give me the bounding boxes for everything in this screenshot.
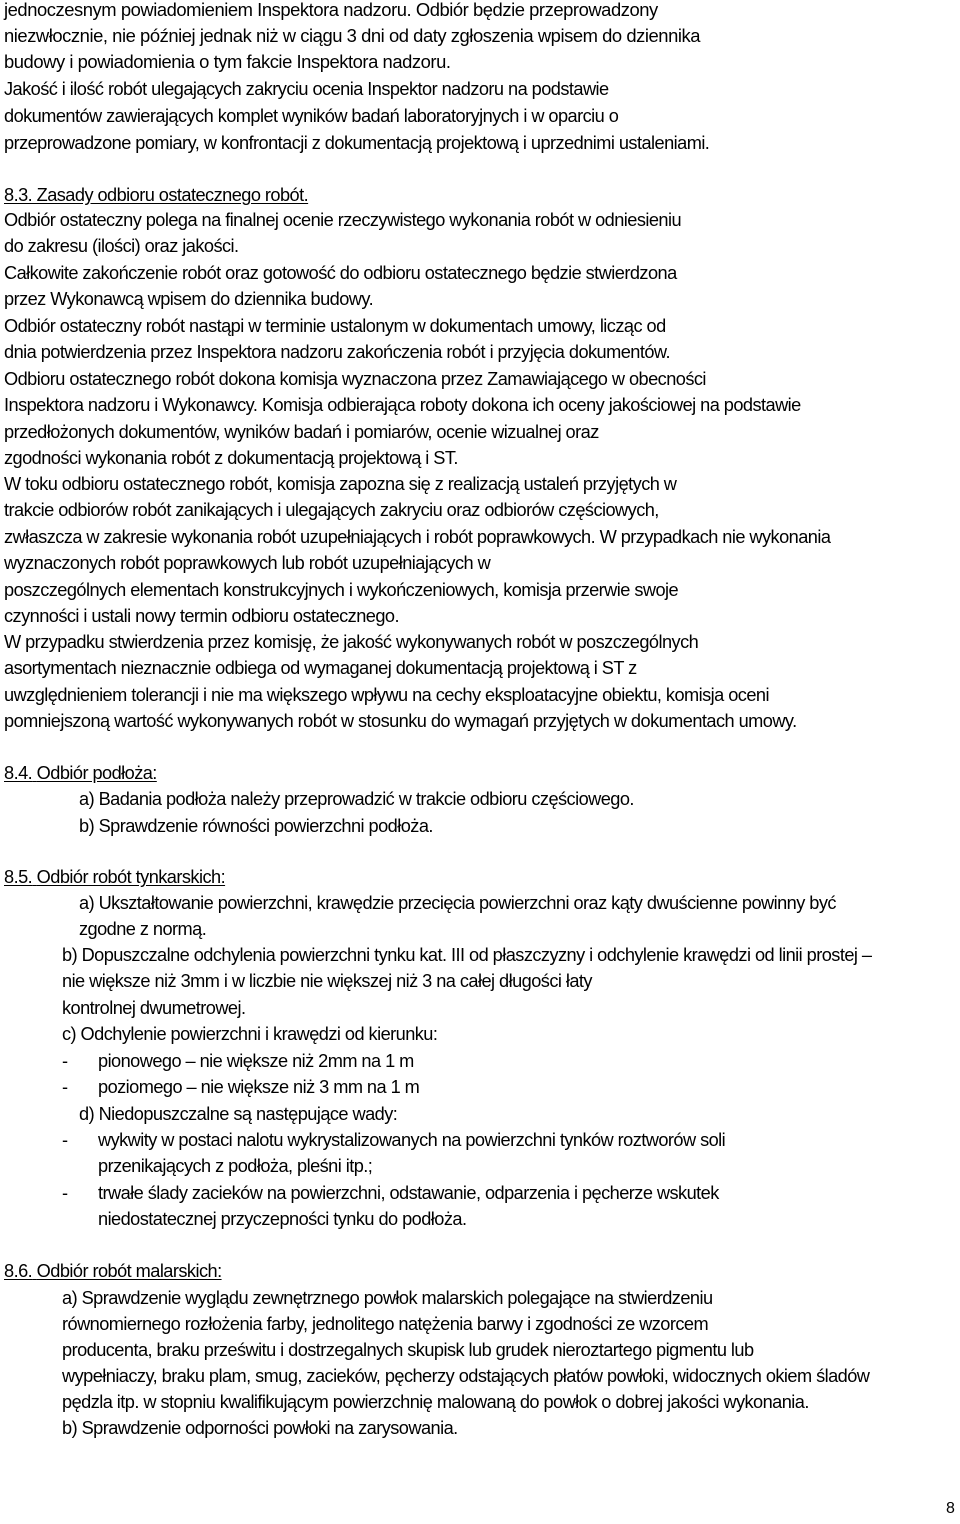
section-number: 8.6. [4,1261,33,1281]
section-8-5-item-b: b) Dopuszczalne odchylenia powierzchni tynku kat. III od płaszczyzny i odchylenie krawędzi od linii prostej – [62,945,872,965]
section-8-6-line: a) Sprawdzenie wyglądu zewnętrznego powłok malarskich polegające na stwierdzeniu [62,1288,713,1308]
section-8-3-line: zgodności wykonania robót z dokumentacją projektową i ST. [4,448,458,468]
section-title: Odbiór podłoża: [36,763,157,783]
section-8-3-line: Odbiór ostateczny polega na finalnej ocenie rzeczywistego wykonania robót w odniesieniu [4,210,682,230]
section-8-5-item-c: c) Odchylenie powierzchni i krawędzi od kierunku: [62,1024,438,1044]
section-number: 8.5. [4,867,33,887]
section-8-3-heading: 8.3. Zasady odbioru ostatecznego robót. [4,185,309,205]
section-8-3-line: uwzględnieniem tolerancji i nie ma większego wpływu na cechy eksploatacyjne obiektu, komisja oceni [4,685,769,705]
section-8-3-line: Całkowite zakończenie robót oraz gotowość do odbioru ostatecznego będzie stwierdzona [4,263,677,283]
intro-line: Jakość i ilość robót ulegających zakryciu ocenia Inspektor nadzoru na podstawie [4,79,609,99]
bullet-dash: - [62,1077,68,1097]
section-8-3-line: poszczególnych elementach konstrukcyjnych i wykończeniowych, komisja przerwie swoje [4,580,679,600]
section-8-3-line: przedłożonych dokumentów, wyników badań i pomiarów, ocenie wizualnej oraz [4,422,599,442]
intro-line: przeprowadzone pomiary, w konfrontacji z dokumentacją projektową i uprzednimi ustaleniami. [4,133,710,153]
section-8-6-heading [4,1258,222,1284]
section-8-5-d-bullet: wykwity w postaci nalotu wykrystalizowanych na powierzchni tynków roztworów soli [98,1130,726,1150]
section-8-6-line: wypełniaczy, braku plam, smug, zacieków, pęcherzy odstających płatów powłoki, widocznych okiem śladów [62,1366,870,1386]
section-8-6-line: b) Sprawdzenie odporności powłoki na zarysowania. [62,1418,458,1438]
section-8-3-line: zwłaszcza w zakresie wykonania robót uzupełniających i robót poprawkowych. W przypadkach nie wykonania [4,527,831,547]
section-8-5-c-bullet: poziomego – nie większe niż 3 mm na 1 m [98,1077,420,1097]
section-8-5-item-a: zgodne z normą. [79,919,207,939]
section-8-5-d-bullet: przenikających z podłoża, pleśni itp.; [98,1156,373,1176]
section-8-3-line: dnia potwierdzenia przez Inspektora nadzoru zakończenia robót i przyjęcia dokumentów. [4,342,670,362]
section-8-5-item-d: d) Niedopuszczalne są następujące wady: [79,1104,398,1124]
section-8-3-line: przez Wykonawcą wpisem do dziennika budowy. [4,289,374,309]
section-8-5-heading [4,864,225,890]
section-8-5-item-b: nie większe niż 3mm i w liczbie nie większej niż 3 na całej długości łaty [62,971,592,991]
section-8-3-line: Inspektora nadzoru i Wykonawcy. Komisja odbierająca roboty dokona ich oceny jakościowej na podstawie [4,395,801,415]
section-8-3-line: Odbiór ostateczny robót nastąpi w terminie ustalonym w dokumentach umowy, licząc od [4,316,666,336]
section-8-6-line: równomiernego rozłożenia farby, jednolitego natężenia barwy i zgodności ze wzorcem [62,1314,709,1334]
section-8-3-line: czynności i ustali nowy termin odbioru ostatecznego. [4,606,399,626]
section-8-4-item: b) Sprawdzenie równości powierzchni podłoża. [79,816,433,836]
section-8-3-line: do zakresu (ilości) oraz jakości. [4,236,239,256]
section-8-4-item: a) Badania podłoża należy przeprowadzić w trakcie odbioru częściowego. [79,789,634,809]
section-8-3-line: W toku odbioru ostatecznego robót, komisja zapozna się z realizacją ustaleń przyjętych w [4,474,677,494]
bullet-dash: - [62,1051,68,1071]
bullet-dash: - [62,1130,68,1150]
intro-line: jednoczesnym powiadomieniem Inspektora nadzoru. Odbiór będzie przeprowadzony [4,0,658,20]
section-8-3-line: wyznaczonych robót poprawkowych lub robót uzupełniających w [4,553,491,573]
intro-line: niezwłocznie, nie później jednak niż w ciągu 3 dni od daty zgłoszenia wpisem do dziennika [4,25,701,46]
section-8-3-line: asortymentach nieznacznie odbiega od wymaganej dokumentacją projektową i ST z [4,658,637,678]
section-8-3-line: trakcie odbiorów robót zanikających i ulegających zakryciu oraz odbiorów częściowych, [4,500,659,520]
intro-line: dokumentów zawierających komplet wyników badań laboratoryjnych i w oparciu o [4,106,619,126]
page-number: 8 [946,1500,955,1517]
bullet-dash: - [62,1183,68,1203]
intro-line: budowy i powiadomienia o tym fakcie Inspektora nadzoru. [4,51,451,72]
section-8-4-heading [4,760,157,786]
section-title: Odbiór robót tynkarskich: [36,867,226,887]
section-8-3-line: Odbioru ostatecznego robót dokona komisja wyznaczona przez Zamawiającego w obecności [4,369,706,389]
section-8-5-c-bullet: pionowego – nie większe niż 2mm na 1 m [98,1051,414,1071]
section-8-5-d-bullet: niedostatecznej przyczepności tynku do podłoża. [98,1209,467,1229]
section-8-3-line: pomniejszoną wartość wykonywanych robót w stosunku do wymagań przyjętych w dokumentach umowy. [4,711,797,731]
section-8-5-item-b: kontrolnej dwumetrowej. [62,998,246,1018]
section-8-6-line: pędzla itp. w stopniu kwalifikującym powierzchnię malowaną do powłok o dobrej jakości wykonania. [62,1392,809,1412]
section-8-3-line: W przypadku stwierdzenia przez komisję, że jakość wykonywanych robót w poszczególnych [4,632,699,652]
section-8-6-line: producenta, braku prześwitu i dostrzegalnych skupisk lub grudek nieroztartego pigmentu lub [62,1340,754,1360]
section-8-5-d-bullet: trwałe ślady zacieków na powierzchni, odstawanie, odparzenia i pęcherze wskutek [98,1183,719,1203]
section-number: 8.4. [4,763,33,783]
section-8-5-item-a: a) Ukształtowanie powierzchni, krawędzie przecięcia powierzchni oraz kąty dwuścienne powinny być [79,893,836,913]
section-title: Odbiór robót malarskich: [36,1261,222,1281]
